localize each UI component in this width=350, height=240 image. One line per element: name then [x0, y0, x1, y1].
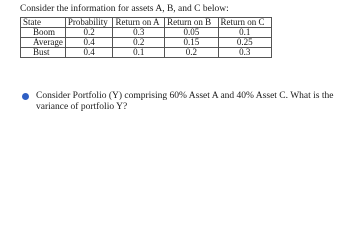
cell-probability: 0.2: [65, 28, 113, 38]
cell-return-b: 0.15: [165, 38, 218, 48]
header-state: State: [21, 18, 66, 28]
cell-return-c: 0.25: [218, 38, 271, 48]
asset-returns-table: [20, 17, 272, 58]
bullet-dot-icon: [22, 93, 29, 100]
cell-return-a: 0.3: [113, 28, 165, 38]
intro-text: Consider the information for assets A, B, and C below:: [20, 4, 229, 14]
cell-state: Average: [21, 38, 66, 48]
header-return-a: Return on A: [113, 18, 165, 28]
cell-state: Boom: [21, 28, 66, 38]
header-return-b: Return on B: [165, 18, 218, 28]
cell-return-c: 0.1: [218, 28, 271, 38]
table-row: [21, 38, 272, 48]
cell-return-b: 0.2: [165, 48, 218, 58]
question-item: [22, 91, 348, 113]
question-text: Consider Portfolio (Y) comprising 60% Asset A and 40% Asset C. What is the variance of portfolio Y?: [36, 91, 334, 112]
cell-return-a: 0.1: [113, 48, 165, 58]
table-row: [21, 48, 272, 58]
cell-probability: 0.4: [65, 48, 113, 58]
header-return-c: Return on C: [218, 18, 271, 28]
table-header-row: [21, 18, 272, 28]
cell-return-b: 0.05: [165, 28, 218, 38]
cell-return-c: 0.3: [218, 48, 271, 58]
cell-return-a: 0.2: [113, 38, 165, 48]
table-row: [21, 28, 272, 38]
cell-state: Bust: [21, 48, 66, 58]
cell-probability: 0.4: [65, 38, 113, 48]
header-probability: Probability: [65, 18, 113, 28]
